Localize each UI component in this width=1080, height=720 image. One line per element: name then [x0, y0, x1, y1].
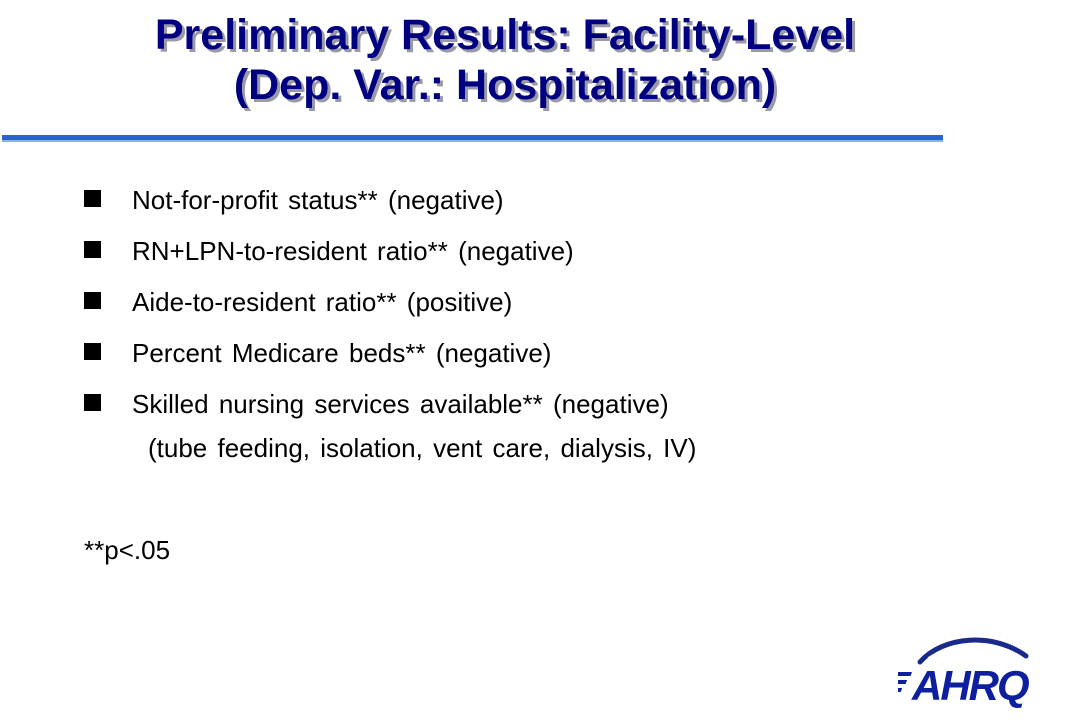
square-bullet-icon	[84, 190, 101, 207]
significance-footnote: **p<.05	[84, 535, 171, 565]
sub-note: (tube feeding, isolation, vent care, dialysis, IV)	[148, 433, 697, 463]
bullet-text: Percent Medicare beds** (negative)	[132, 338, 552, 368]
ahrq-logo-icon	[898, 628, 1048, 708]
square-bullet-icon	[84, 241, 101, 258]
title-divider	[2, 135, 943, 142]
logo-text: AHRQ	[912, 662, 1028, 708]
square-bullet-icon	[84, 394, 101, 411]
slide-title	[0, 10, 1010, 110]
square-bullet-icon	[84, 292, 101, 309]
bullet-text: Not-for-profit status** (negative)	[132, 185, 504, 215]
title-line-1: Preliminary Results: Facility-Level	[154, 11, 856, 59]
title-line-2: (Dep. Var.: Hospitalization)	[233, 61, 777, 109]
bullet-text: RN+LPN-to-resident ratio** (negative)	[132, 236, 574, 266]
square-bullet-icon	[84, 343, 101, 360]
ahrq-logo-graphic	[898, 628, 1048, 708]
bullet-text: Skilled nursing services available** (negative)	[132, 389, 669, 419]
bullet-text: Aide-to-resident ratio** (positive)	[132, 287, 513, 317]
